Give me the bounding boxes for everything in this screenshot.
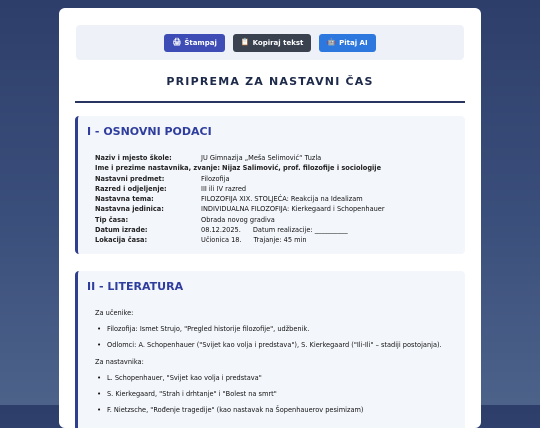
copy-button-label: Kopiraj tekst	[252, 38, 304, 47]
info-label: Nastavna jedinica:	[95, 205, 164, 214]
list-item: • L. Schopenhauer, "Svijet kao volja i predstava"	[105, 373, 455, 383]
list-item: • Filozofija: Ismet Strujo, "Pregled historije filozofije", udžbenik.	[105, 324, 455, 334]
clipboard-icon: 📋	[240, 38, 250, 46]
printer-icon: 🖨	[172, 38, 182, 46]
print-button[interactable]	[164, 34, 224, 52]
info-label: Datum izrade:	[95, 226, 148, 235]
page-title: PRIPREMA ZA NASTAVNI ČAS	[166, 75, 374, 88]
teachers-list	[95, 373, 455, 415]
list-item: • Odlomci: A. Schopenhauer ("Svijet kao volja i predstava"), S. Kierkegaard ("Ili-Ili" – stadiji postojanja).	[105, 340, 455, 350]
literature-section	[75, 271, 465, 428]
teachers-heading: Za nastavnika:	[95, 358, 144, 366]
section-heading: II - LITERATURA	[87, 280, 184, 293]
realization-date: Datum realizacije: __________	[252, 226, 348, 235]
info-value: Nijaz Salimović, prof. filozofije i sociologije	[222, 164, 382, 173]
info-value: INDIVIDUALNA FILOZOFIJA: Kierkegaard i Schopenhauer	[201, 205, 385, 214]
info-label: Razred i odjeljenje:	[95, 184, 167, 193]
robot-icon: 🤖	[327, 38, 337, 46]
list-item: • F. Nietzsche, "Rođenje tragedije" (kao nastavak na Šopenhauerov pesimizam)	[105, 405, 455, 415]
toolbar	[76, 25, 464, 60]
title-divider	[75, 101, 465, 103]
copy-text-button[interactable]	[233, 34, 312, 52]
info-value: Filozofija	[201, 174, 230, 183]
ai-button-label: Pitaj AI	[339, 38, 368, 47]
basic-info-section	[75, 116, 465, 254]
info-label: Nastavna tema:	[95, 195, 154, 204]
info-value: Učionica 18.	[201, 236, 242, 245]
section-heading: I - OSNOVNI PODACI	[87, 125, 212, 138]
print-button-label: Štampaj	[184, 38, 217, 47]
info-label: Nastavni predmet:	[95, 174, 165, 183]
ask-ai-button[interactable]	[319, 34, 375, 52]
info-value: Obrada novog gradiva	[201, 215, 275, 224]
document-card	[59, 8, 481, 428]
info-label: Ime i prezime nastavnika, zvanje:	[95, 164, 221, 173]
info-label: Lokacija časa:	[95, 236, 148, 245]
students-heading: Za učenike:	[95, 309, 134, 317]
info-label: Tip časa:	[95, 215, 129, 224]
info-value: 08.12.2025.	[201, 226, 241, 235]
info-value: JU Gimnazija „Meša Selimović“ Tuzla	[201, 154, 322, 162]
info-value: FILOZOFIJA XIX. STOLJEĆA: Reakcija na Idealizam	[201, 195, 363, 204]
info-label: Naziv i mjesto škole:	[95, 154, 172, 162]
literature-content	[95, 309, 455, 423]
list-item: • S. Kierkegaard, "Strah i drhtanje" i "Bolest na smrt"	[105, 389, 455, 399]
duration: Trajanje: 45 min	[253, 236, 307, 245]
students-list	[95, 324, 455, 350]
info-value: III ili IV razred	[201, 184, 247, 193]
